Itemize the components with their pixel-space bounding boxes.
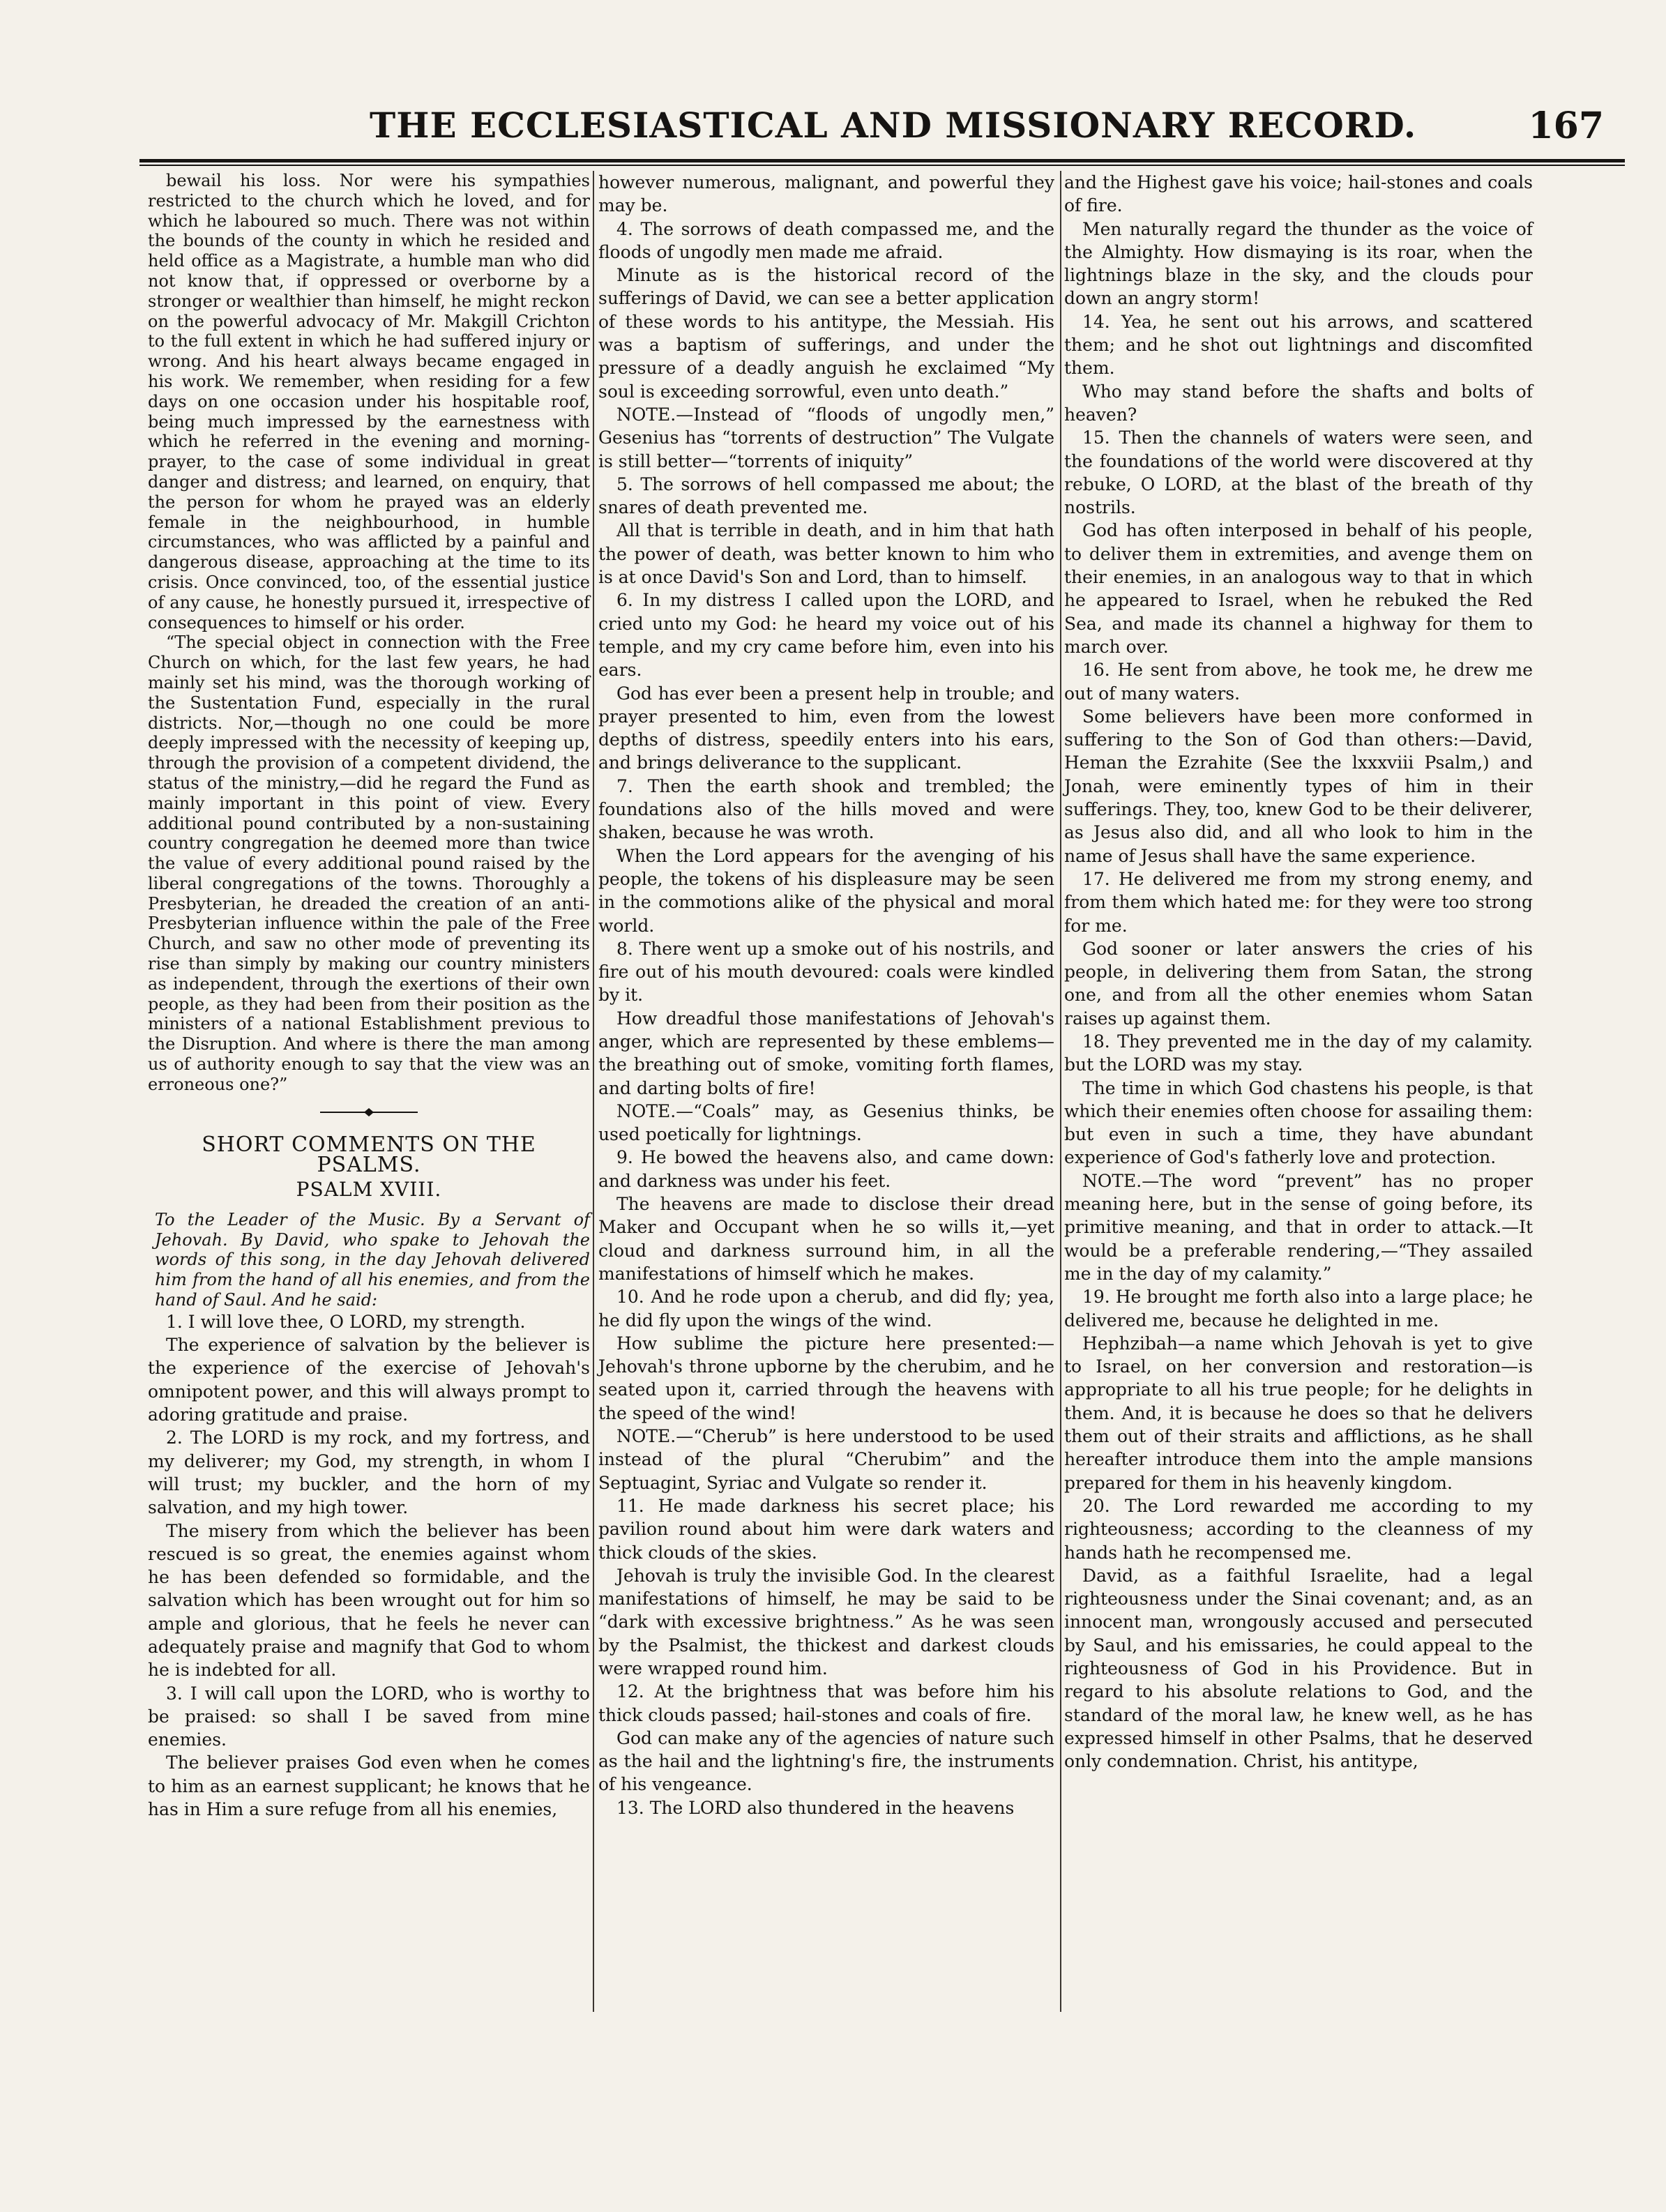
comment: How sublime the picture here presented:—Jehovah's throne upborne by the cherubim, and he seated upon it, carried through the heavens with the speed of the wind! <box>598 1333 1054 1423</box>
comment: All that is terrible in death, and in him that hath the power of death, was better known to him who is at once David's Son and Lord, than to himself. <box>598 520 1054 588</box>
journal-title: THE ECCLESIASTICAL AND MISSIONARY RECORD. <box>370 105 1417 146</box>
verse: 8. There went up a smoke out of his nostrils, and fire out of his mouth devoured: coals were kindled by it. <box>598 938 1054 1006</box>
comment: The believer praises God even when he comes to him as an earnest supplicant; he knows that he has in Him a sure refuge from all his enemies, <box>148 1752 590 1820</box>
header-rule-thin <box>139 165 1625 166</box>
verse: 19. He brought me forth also into a large place; he delivered me, because he delighted in me. <box>1064 1287 1533 1331</box>
section-heading: SHORT COMMENTS ON THE PSALMS. <box>202 1132 536 1178</box>
column-2 <box>598 171 1054 1819</box>
column-1 <box>148 171 590 1821</box>
paragraph: and the Highest gave his voice; hail-stones and coals of fire. <box>1064 172 1533 216</box>
column-3 <box>1064 171 1533 1773</box>
paragraph: “The special object in connection with the Free Church on which, for the last few years, he had mainly set his mind, was the thorough working of the Sustentation Fund, especially in the rural districts. Nor,—though no one could be more deeply impressed with the necessity of keeping up, through the provision of a competent dividend, the status of the ministry,—did he regard the Fund as mainly important in this point of view. Every additional pound contributed by a non-sustaining country congregation he deemed more than twice the value of every additional pound raised by the liberal congregations of the towns. Thoroughly a Presbyterian, he dreaded the creation of an anti-Presbyterian influence within the pale of the Free Church, and saw no other mode of preventing its rise than simply by making our country ministers as independent, through the exertions of their own people, as they had been from their position as the ministers of a national Establishment previous to the Disruption. And where is there the man among us of authority enough to say that the view was an erroneous one?” <box>148 632 590 1094</box>
verse: 20. The Lord rewarded me according to my righteousness; according to the cleanness of my hands hath he recompensed me. <box>1064 1495 1533 1563</box>
comment: God has often interposed in behalf of his people, to deliver them in extremities, and avenge them on their enemies, in an analogous way to that in which he appeared to Israel, when he rebuked the Red Sea, and made its channel a highway for them to march over. <box>1064 520 1533 657</box>
verse: 6. In my distress I called upon the LORD, and cried unto my God: he heard my voice out of his temple, and my cry came before him, even into his ears. <box>598 590 1054 681</box>
comment: When the Lord appears for the avenging of his people, the tokens of his displeasure may be seen in the commotions alike of the physical and moral world. <box>598 845 1054 936</box>
comment: Some believers have been more conformed in suffering to the Son of God than others:—David, Heman the Ezrahite (See the lxxxviii Psalm,) and Jonah, were eminently types of him in their sufferings. They, too, knew God to be their deliverer, as Jesus also did, and all who look to him in the name of Jesus shall have the same experience. <box>1064 706 1533 866</box>
paragraph: however numerous, malignant, and powerful they may be. <box>598 172 1054 216</box>
verse: 4. The sorrows of death compassed me, and the floods of ungodly men made me afraid. <box>598 218 1054 262</box>
psalm-inscription: To the Leader of the Music. By a Servant of Jehovah. By David, who spake to Jehovah the words of this song, in the day Jehovah delivered him from the hand of all his enemies, and from the hand of Saul. And he said: <box>155 1209 590 1310</box>
verse: 18. They prevented me in the day of my calamity. but the LORD was my stay. <box>1064 1031 1533 1075</box>
verse: 16. He sent from above, he took me, he drew me out of many waters. <box>1064 660 1533 704</box>
comment: Men naturally regard the thunder as the voice of the Almighty. How dismaying is its roar, when the lightnings blaze in the sky, and the clouds pour down an angry storm! <box>1064 218 1533 309</box>
comment: David, as a faithful Israelite, had a legal righteousness under the Sinai covenant; and, as an innocent man, wrongously accused and persecuted by Saul, and his emissaries, he could appeal to the righteousness of God in his Providence. But in regard to his absolute relations to God, and the standard of the moral law, he knew well, as he has expressed himself in other Psalms, that he deserved only condemnation. Christ, his antitype, <box>1064 1565 1533 1772</box>
verse: 14. Yea, he sent out his arrows, and scattered them; and he shot out lightnings and discomfited them. <box>1064 311 1533 379</box>
comment: God can make any of the agencies of nature such as the hail and the lightning's fire, the instruments of his vengeance. <box>598 1727 1054 1795</box>
column-divider <box>1060 171 1061 2012</box>
verse: 9. He bowed the heavens also, and came down: and darkness was under his feet. <box>598 1147 1054 1191</box>
page-number: 167 <box>1528 105 1604 147</box>
paragraph: bewail his loss. Nor were his sympathies restricted to the church which he loved, and for which he laboured so much. There was not within the bounds of the county in which he resided and held office as a Magistrate, a humble man who did not know that, if oppressed or overborne by a stronger or wealthier than himself, he might reckon on the powerful advocacy of Mr. Makgill Crichton to the full extent in which he had suffered injury or wrong. And his heart always became engaged in his work. We remember, when residing for a few days on one occasion under his hospitable roof, being much impressed by the earnestness with which he referred in the evening and morning-prayer, to the case of some individual in great danger and distress; and learned, on enquiry, that the person for whom he prayed was an elderly female in the neighbourhood, in humble circumstances, who was afflicted by a painful and dangerous disease, approaching at the time to its crisis. Once convinced, too, of the essential justice of any cause, he honestly pursued it, irrespective of consequences to himself or his order. <box>148 171 590 632</box>
verse: 13. The LORD also thundered in the heavens <box>616 1797 1015 1818</box>
note: NOTE.—“Coals” may, as Gesenius thinks, be used poetically for lightnings. <box>598 1100 1054 1145</box>
verse: 3. I will call upon the LORD, who is worthy to be praised: so shall I be saved from mine enemies. <box>148 1683 590 1750</box>
psalm-title: PSALM XVIII. <box>296 1178 442 1202</box>
verse: 12. At the brightness that was before him his thick clouds passed; hail-stones and coals of fire. <box>598 1681 1054 1725</box>
comment: God has ever been a present help in trouble; and prayer presented to him, even from the lowest depths of distress, speedily enters into his ears, and brings deliverance to the supplicant. <box>598 683 1054 773</box>
verse: 15. Then the channels of waters were seen, and the foundations of the world were discovered at thy rebuke, O LORD, at the blast of the breath of thy nostrils. <box>1064 427 1533 518</box>
running-header <box>139 105 1625 153</box>
verse: 1. I will love thee, O LORD, my strength. <box>166 1311 526 1332</box>
verse: 10. And he rode upon a cherub, and did fly; yea, he did fly upon the wings of the wind. <box>598 1287 1054 1331</box>
comment: Minute as is the historical record of the sufferings of David, we can see a better application of these words to his antitype, the Messiah. His was a baptism of sufferings, and under the pressure of a deadly anguish he exclaimed “My soul is exceeding sorrowful, even unto death.” <box>598 265 1054 402</box>
comment: Hephzibah—a name which Jehovah is yet to give to Israel, on her conversion and restoration—is appropriate to all his true people; for he delights in them. And, it is because he does so that he delivers them out of their straits and afflictions, as he shall hereafter introduce them into the ample mansions prepared for them in his heavenly kingdom. <box>1064 1333 1533 1493</box>
comment: Jehovah is truly the invisible God. In the clearest manifestations of himself, he may be said to be “dark with excessive brightness.” As he was seen by the Psalmist, the thickest and darkest clouds were wrapped round him. <box>598 1565 1054 1679</box>
verse: 11. He made darkness his secret place; his pavilion round about him were dark waters and thick clouds of the skies. <box>598 1495 1054 1563</box>
comment: The time in which God chastens his people, is that which their enemies often choose for assailing them: but even in such a time, they have abundant experience of God's fatherly love and protection. <box>1064 1077 1533 1168</box>
comment: God sooner or later answers the cries of his people, in delivering them from Satan, the strong one, and from all the other enemies whom Satan raises up against them. <box>1064 938 1533 1029</box>
comment: How dreadful those manifestations of Jehovah's anger, which are represented by these emblems—the breathing out of smoke, vomiting forth flames, and darting bolts of fire! <box>598 1008 1054 1098</box>
verse: 17. He delivered me from my strong enemy, and from them which hated me: for they were too strong for me. <box>1064 868 1533 936</box>
verse: 2. The LORD is my rock, and my fortress, and my deliverer; my God, my strength, in whom I will trust; my buckler, and the horn of my salvation, and my high tower. <box>148 1427 590 1518</box>
verse: 7. Then the earth shook and trembled; the foundations also of the hills moved and were shaken, because he was wroth. <box>598 775 1054 843</box>
note: NOTE.—“Cherub” is here understood to be used instead of the plural “Cherubim” and the Septuagint, Syriac and Vulgate so render it. <box>598 1426 1054 1493</box>
note: NOTE.—Instead of “floods of ungodly men,” Gesenius has “torrents of destruction” The Vulgate is still better—“torrents of iniquity” <box>598 404 1054 471</box>
comment: The misery from which the believer has been rescued is so great, the enemies against whom he has been defended so formidable, and the salvation which has been wrought out for him so ample and glorious, that he feels he never can adequately praise and magnify that God to whom he is indebted for all. <box>148 1520 590 1681</box>
comment: The experience of salvation by the believer is the experience of the exercise of Jehovah's omnipotent power, and this will always prompt to adoring gratitude and praise. <box>148 1335 590 1425</box>
verse: 5. The sorrows of hell compassed me about; the snares of death prevented me. <box>598 474 1054 518</box>
comment: The heavens are made to disclose their dread Maker and Occupant when he so wills it,—yet cloud and darkness surround him, in all the manifestations of himself which he makes. <box>598 1194 1054 1284</box>
note: NOTE.—The word “prevent” has no proper meaning here, but in the sense of going before, its primitive meaning, and that in order to attack.—It would be a preferable rendering,—“They assailed me in the day of my calamity.” <box>1064 1170 1533 1284</box>
ornament-divider <box>148 1103 590 1123</box>
comment: Who may stand before the shafts and bolts of heaven? <box>1064 381 1533 425</box>
header-rule <box>139 159 1625 162</box>
column-divider <box>593 171 594 2012</box>
